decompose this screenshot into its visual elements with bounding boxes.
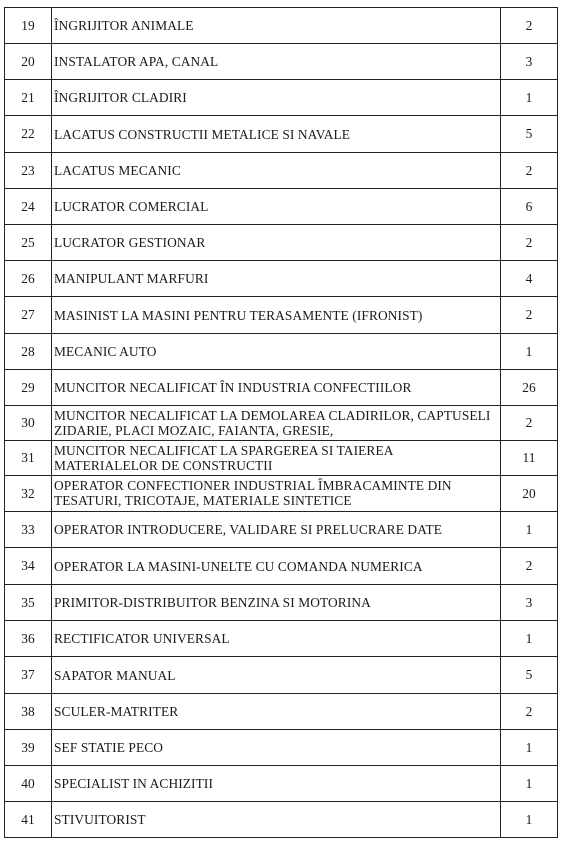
row-number-cell: 20 [5, 44, 52, 80]
vacancy-count-cell: 3 [501, 44, 558, 80]
row-number-cell: 33 [5, 512, 52, 548]
row-number-cell: 27 [5, 297, 52, 334]
vacancy-count-cell: 2 [501, 548, 558, 585]
vacancy-count-cell: 1 [501, 80, 558, 116]
vacancy-count-cell: 2 [501, 406, 558, 441]
row-number-cell: 38 [5, 694, 52, 730]
occupation-name-cell: RECTIFICATOR UNIVERSAL [52, 621, 501, 657]
occupation-name-cell: ÎNGRIJITOR CLADIRI [52, 80, 501, 116]
table-row [5, 153, 558, 189]
vacancy-count-cell: 2 [501, 694, 558, 730]
occupation-name-cell: OPERATOR LA MASINI-UNELTE CU COMANDA NUMERICA [52, 548, 501, 585]
occupation-name-cell: SCULER-MATRITER [52, 694, 501, 730]
table-row [5, 512, 558, 548]
table-row [5, 657, 558, 694]
table-row [5, 585, 558, 621]
table-row [5, 370, 558, 406]
table-row [5, 548, 558, 585]
vacancy-count-cell: 1 [501, 766, 558, 802]
occupation-name-cell: OPERATOR CONFECTIONER INDUSTRIAL ÎMBRACAMINTE DIN TESATURI, TRICOTAJE, MATERIALE SINTETICE [52, 476, 501, 512]
row-number-cell: 19 [5, 8, 52, 44]
occupation-name-cell: LACATUS MECANIC [52, 153, 501, 189]
jobs-table [4, 7, 558, 838]
row-number-cell: 30 [5, 406, 52, 441]
vacancy-count-cell: 1 [501, 730, 558, 766]
table-row [5, 116, 558, 153]
occupation-name-cell: OPERATOR INTRODUCERE, VALIDARE SI PRELUCRARE DATE [52, 512, 501, 548]
occupation-name-cell: LUCRATOR GESTIONAR [52, 225, 501, 261]
row-number-cell: 36 [5, 621, 52, 657]
occupation-name-cell: SEF STATIE PECO [52, 730, 501, 766]
row-number-cell: 40 [5, 766, 52, 802]
table-row [5, 730, 558, 766]
occupation-name-cell: SAPATOR MANUAL [52, 657, 501, 694]
table-row [5, 297, 558, 334]
row-number-cell: 23 [5, 153, 52, 189]
row-number-cell: 37 [5, 657, 52, 694]
row-number-cell: 41 [5, 802, 52, 838]
occupation-name-cell: MUNCITOR NECALIFICAT LA DEMOLAREA CLADIRILOR, CAPTUSELI ZIDARIE, PLACI MOZAIC, FAIANTA, GRESIE, [52, 406, 501, 441]
table-row [5, 80, 558, 116]
table-row [5, 802, 558, 838]
row-number-cell: 26 [5, 261, 52, 297]
vacancy-count-cell: 2 [501, 8, 558, 44]
row-number-cell: 24 [5, 189, 52, 225]
row-number-cell: 29 [5, 370, 52, 406]
vacancy-count-cell: 11 [501, 441, 558, 476]
occupation-name-cell: LUCRATOR COMERCIAL [52, 189, 501, 225]
vacancy-count-cell: 2 [501, 225, 558, 261]
occupation-name-cell: MECANIC AUTO [52, 334, 501, 370]
table-row [5, 694, 558, 730]
vacancy-count-cell: 20 [501, 476, 558, 512]
row-number-cell: 35 [5, 585, 52, 621]
table-row [5, 621, 558, 657]
table-row [5, 261, 558, 297]
occupation-name-cell: INSTALATOR APA, CANAL [52, 44, 501, 80]
row-number-cell: 34 [5, 548, 52, 585]
vacancy-count-cell: 2 [501, 153, 558, 189]
occupation-name-cell: PRIMITOR-DISTRIBUITOR BENZINA SI MOTORINA [52, 585, 501, 621]
table-row [5, 44, 558, 80]
occupation-name-cell: MANIPULANT MARFURI [52, 261, 501, 297]
vacancy-count-cell: 1 [501, 334, 558, 370]
table-row [5, 8, 558, 44]
occupation-name-cell: STIVUITORIST [52, 802, 501, 838]
table-row [5, 225, 558, 261]
table-row [5, 406, 558, 441]
vacancy-count-cell: 5 [501, 116, 558, 153]
occupation-name-cell: MUNCITOR NECALIFICAT LA SPARGEREA SI TAIEREA MATERIALELOR DE CONSTRUCTII [52, 441, 501, 476]
row-number-cell: 25 [5, 225, 52, 261]
vacancy-count-cell: 1 [501, 512, 558, 548]
vacancy-count-cell: 6 [501, 189, 558, 225]
row-number-cell: 31 [5, 441, 52, 476]
row-number-cell: 21 [5, 80, 52, 116]
row-number-cell: 28 [5, 334, 52, 370]
occupation-name-cell: SPECIALIST IN ACHIZITII [52, 766, 501, 802]
vacancy-count-cell: 5 [501, 657, 558, 694]
table-row [5, 441, 558, 476]
vacancy-count-cell: 1 [501, 802, 558, 838]
row-number-cell: 32 [5, 476, 52, 512]
table-row [5, 334, 558, 370]
occupation-name-cell: MUNCITOR NECALIFICAT ÎN INDUSTRIA CONFECTIILOR [52, 370, 501, 406]
row-number-cell: 22 [5, 116, 52, 153]
table-row [5, 189, 558, 225]
vacancy-count-cell: 1 [501, 621, 558, 657]
vacancy-count-cell: 26 [501, 370, 558, 406]
vacancy-count-cell: 3 [501, 585, 558, 621]
table-row [5, 766, 558, 802]
row-number-cell: 39 [5, 730, 52, 766]
vacancy-count-cell: 2 [501, 297, 558, 334]
jobs-table-body [5, 8, 558, 838]
table-row [5, 476, 558, 512]
occupation-name-cell: ÎNGRIJITOR ANIMALE [52, 8, 501, 44]
occupation-name-cell: LACATUS CONSTRUCTII METALICE SI NAVALE [52, 116, 501, 153]
vacancy-count-cell: 4 [501, 261, 558, 297]
occupation-name-cell: MASINIST LA MASINI PENTRU TERASAMENTE (IFRONIST) [52, 297, 501, 334]
